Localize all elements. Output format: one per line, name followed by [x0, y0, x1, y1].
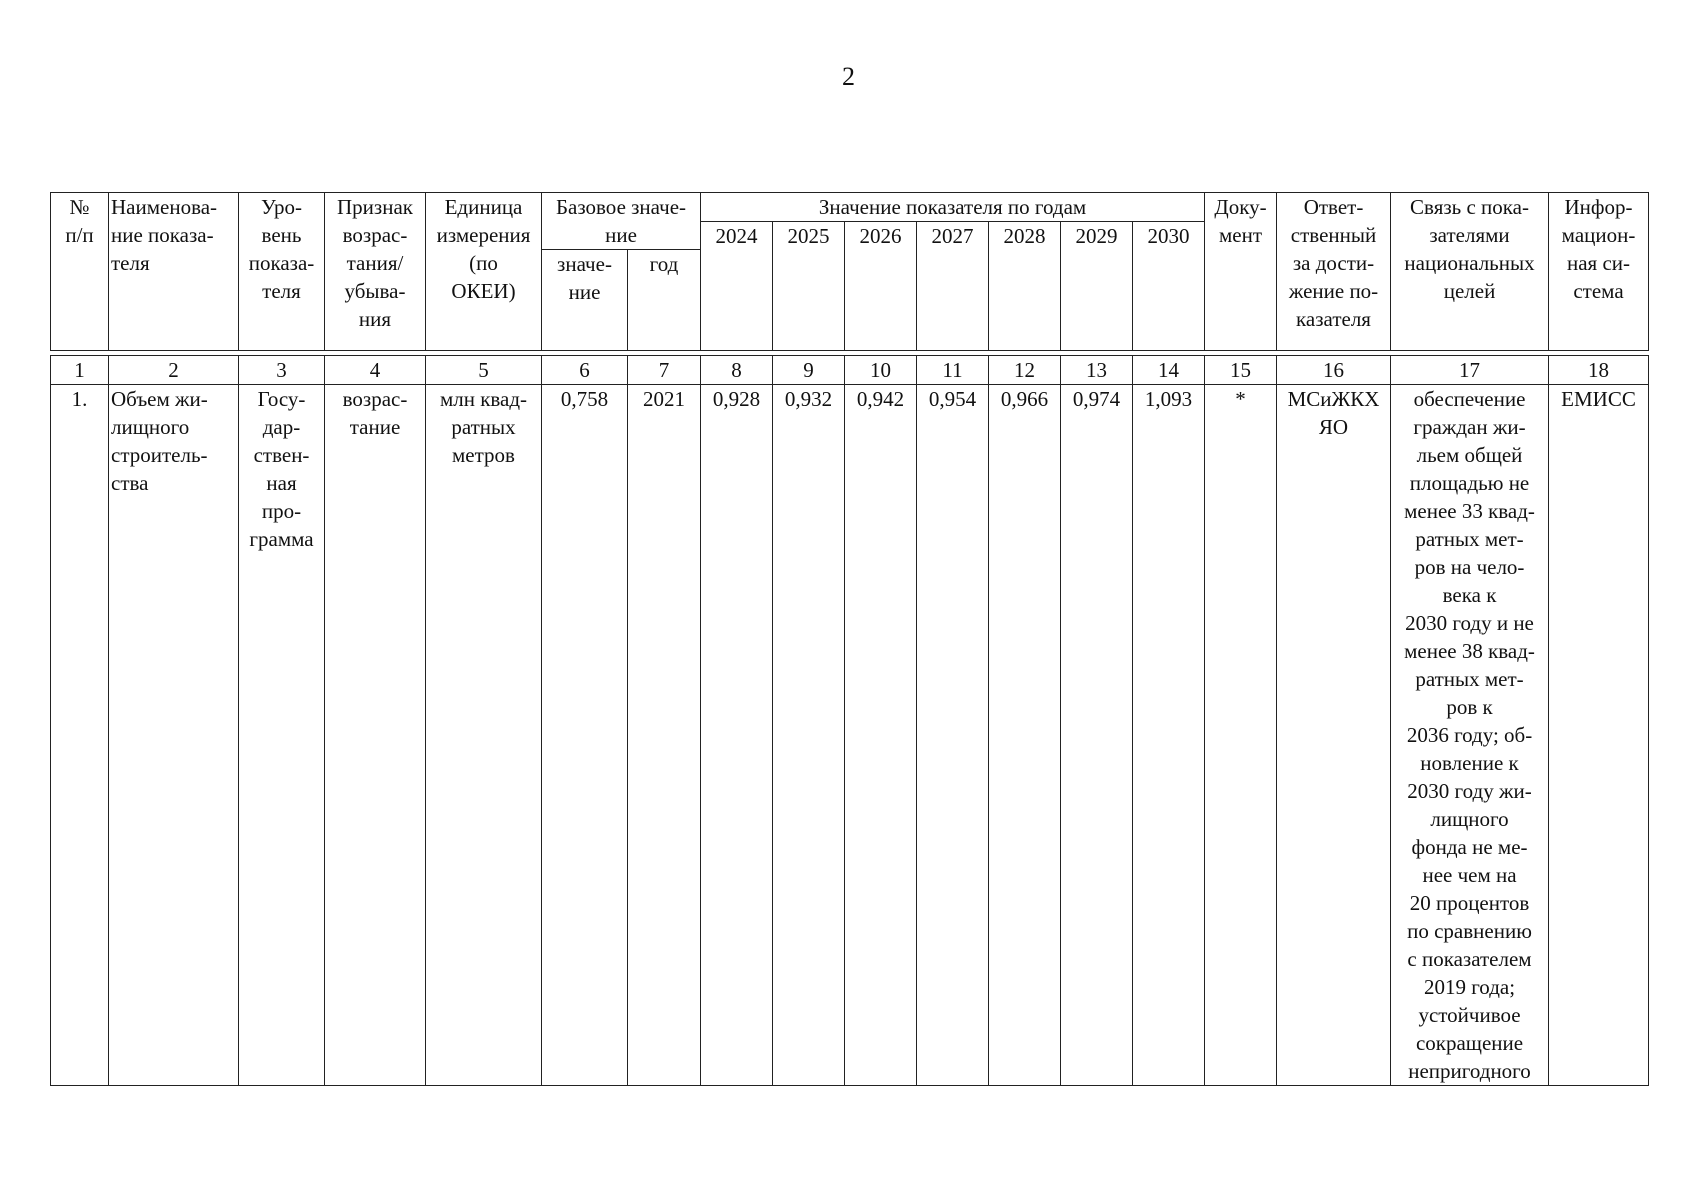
base-year: 2021: [628, 385, 701, 1086]
header-indicator-name: Наименова- ние показа- теля: [109, 193, 239, 351]
base-value: 0,758: [542, 385, 628, 1086]
value-2026: 0,942: [845, 385, 917, 1086]
header-year: 2028: [989, 222, 1061, 351]
column-number: 9: [773, 356, 845, 385]
header-base-year: год: [628, 250, 701, 351]
column-number: 13: [1061, 356, 1133, 385]
header-by-years: Значение показателя по годам: [701, 193, 1205, 222]
column-number: 14: [1133, 356, 1205, 385]
header-year: 2025: [773, 222, 845, 351]
header-responsible: Ответ- ственный за дости- жение по- казателя: [1277, 193, 1391, 351]
info-system: ЕМИСС: [1549, 385, 1649, 1086]
header-year: 2027: [917, 222, 989, 351]
column-number: 12: [989, 356, 1061, 385]
value-2024: 0,928: [701, 385, 773, 1086]
document-mark: *: [1205, 385, 1277, 1086]
row-number: 1.: [51, 385, 109, 1086]
header-year: 2029: [1061, 222, 1133, 351]
header-base-value: значе- ние: [542, 250, 628, 351]
column-number: 16: [1277, 356, 1391, 385]
header-year: 2030: [1133, 222, 1205, 351]
column-number: 4: [325, 356, 426, 385]
national-goals-link: обеспечение граждан жи- льем общей площадью не менее 33 квад- ратных мет- ров на чело- века к 2030 году и не менее 38 квад- ратных мет- ров к 2036 году; об- новление к 2030 году жи- лищного фонда не ме- нее чем на 20 процентов по сравнению с показателем 2019 года; устойчивое сокращение непригодного: [1391, 385, 1549, 1086]
indicator-level: Госу- дар- ствен- ная про- грамма: [239, 385, 325, 1086]
responsible: МСиЖКХ ЯО: [1277, 385, 1391, 1086]
column-number: 3: [239, 356, 325, 385]
page-number: 2: [842, 62, 855, 91]
column-number: 7: [628, 356, 701, 385]
indicator-unit: млн квад- ратных метров: [426, 385, 542, 1086]
header-base: Базовое значе- ние: [542, 193, 701, 250]
header-row-1: [51, 193, 1649, 222]
column-number: 1: [51, 356, 109, 385]
value-2029: 0,974: [1061, 385, 1133, 1086]
header-year: 2024: [701, 222, 773, 351]
indicators-table: [50, 192, 1649, 1086]
column-number: 8: [701, 356, 773, 385]
column-number: 15: [1205, 356, 1277, 385]
header-document: Доку- мент: [1205, 193, 1277, 351]
indicator-trend: возрас- тание: [325, 385, 426, 1086]
header-unit: Единица измерения (по ОКЕИ): [426, 193, 542, 351]
value-2027: 0,954: [917, 385, 989, 1086]
column-number: 10: [845, 356, 917, 385]
column-numbers-row: [51, 356, 1649, 385]
header-num: № п/п: [51, 193, 109, 351]
column-number: 17: [1391, 356, 1549, 385]
value-2028: 0,966: [989, 385, 1061, 1086]
header-national-goals: Связь с пока- зателями национальных целей: [1391, 193, 1549, 351]
table-row: [51, 385, 1649, 1086]
header-trend: Признак возрас- тания/ убыва- ния: [325, 193, 426, 351]
value-2030: 1,093: [1133, 385, 1205, 1086]
column-number: 6: [542, 356, 628, 385]
value-2025: 0,932: [773, 385, 845, 1086]
column-number: 18: [1549, 356, 1649, 385]
column-number: 5: [426, 356, 542, 385]
header-year: 2026: [845, 222, 917, 351]
indicator-name: Объем жи- лищного строитель- ства: [109, 385, 239, 1086]
header-info-system: Инфор- мацион- ная си- стема: [1549, 193, 1649, 351]
column-number: 2: [109, 356, 239, 385]
header-level: Уро- вень показа- теля: [239, 193, 325, 351]
column-number: 11: [917, 356, 989, 385]
